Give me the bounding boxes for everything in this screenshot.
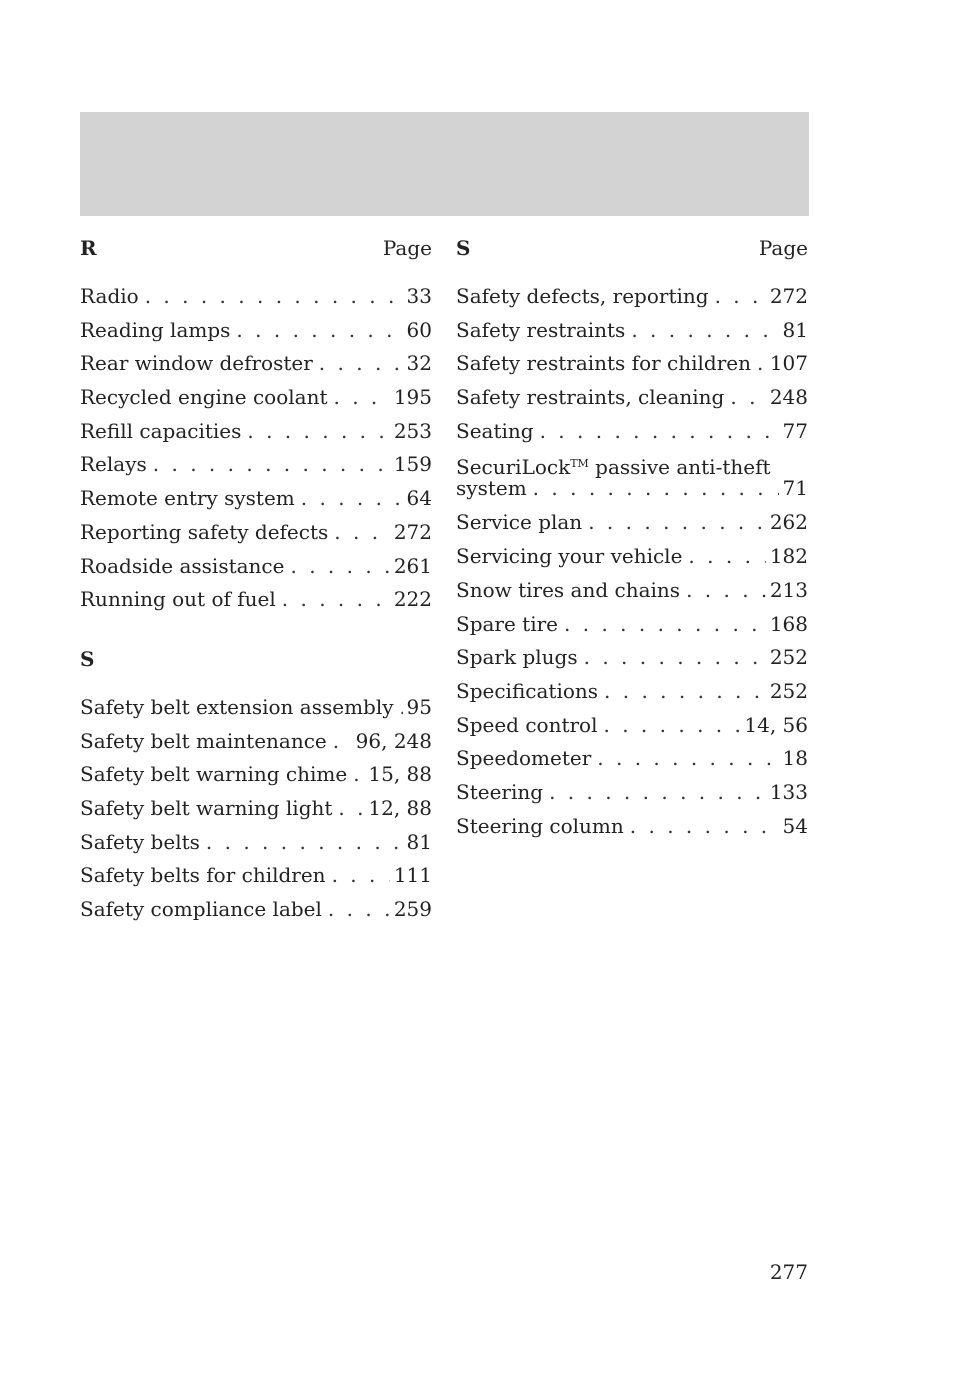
dot-leader	[604, 713, 741, 737]
column-header	[456, 236, 808, 264]
entry-page: 262	[769, 510, 808, 535]
entry-label: Steering	[456, 779, 544, 804]
entry-page: 259	[393, 897, 432, 921]
index-entry	[456, 351, 808, 385]
entry-label: Recycled engine coolant	[80, 385, 328, 410]
dot-leader	[282, 587, 390, 611]
index-entry	[456, 679, 808, 713]
index-entry	[80, 587, 432, 621]
entry-label: Spark plugs	[456, 645, 578, 670]
index-entry	[80, 385, 432, 419]
page-header-label: Page	[382, 236, 432, 260]
section-letter: S	[80, 646, 95, 671]
dot-leader	[353, 762, 364, 786]
index-entry	[80, 486, 432, 520]
dot-leader	[533, 476, 779, 500]
dot-leader	[319, 351, 403, 375]
index-entry	[80, 897, 432, 931]
dot-leader	[338, 796, 364, 820]
dot-leader	[290, 554, 389, 578]
entry-page: 111	[393, 863, 432, 888]
column-header	[80, 236, 432, 264]
entry-page: 107	[769, 351, 808, 376]
page-number: 277	[769, 1260, 808, 1284]
entry-page: 195	[393, 385, 432, 410]
index-entry	[456, 780, 808, 814]
dot-leader	[631, 318, 778, 342]
entry-label: Relays	[80, 452, 147, 477]
dot-leader	[333, 729, 352, 753]
index-entry	[456, 510, 808, 544]
entry-page: 253	[393, 418, 432, 443]
entry-page: 182	[769, 544, 808, 569]
entry-label: passive anti-theft	[588, 455, 771, 480]
entry-label: Safety belt warning light	[80, 795, 333, 820]
entry-page: 252	[769, 678, 808, 703]
entry-label: Radio	[80, 284, 139, 308]
entry-page: 133	[769, 779, 808, 804]
entry-label: Service plan	[456, 510, 583, 535]
entry-label: Specifications	[456, 678, 599, 703]
index-entry	[80, 695, 432, 729]
entry-page: 18	[782, 746, 808, 771]
index-entry	[456, 419, 808, 453]
entry-page: 14, 56	[744, 712, 808, 737]
dot-leader	[206, 830, 403, 854]
index-entry	[80, 830, 432, 864]
entry-label: Safety belts	[80, 829, 200, 854]
entry-label: Spare tire	[456, 611, 559, 636]
index-entry	[80, 729, 432, 763]
index-entry	[80, 284, 432, 318]
dot-leader	[604, 679, 766, 703]
entry-label: Safety restraints, cleaning	[456, 385, 725, 410]
dot-leader	[247, 419, 389, 443]
entry-label: Safety belt maintenance	[80, 728, 327, 753]
entry-page: 33	[406, 284, 432, 308]
entry-label: Safety defects, reporting	[456, 284, 709, 308]
index-entry	[456, 746, 808, 780]
entry-page: 96, 248	[355, 728, 432, 753]
dot-leader	[328, 897, 390, 921]
index-entry	[80, 762, 432, 796]
entry-page: 248	[769, 385, 808, 410]
entry-label: Safety belt extension assembly	[80, 694, 394, 719]
index-entry	[456, 814, 808, 848]
page-header-label: Page	[758, 236, 808, 260]
entry-label: Safety compliance label	[80, 897, 322, 921]
index-entry	[456, 612, 808, 646]
dot-leader	[730, 385, 765, 409]
entry-label: Safety belts for children	[80, 863, 326, 888]
dot-leader	[301, 486, 403, 510]
entry-label: Rear window defroster	[80, 351, 313, 376]
entry-page: 95	[406, 694, 432, 719]
entry-label: Safety restraints for children	[456, 351, 751, 376]
column-header	[80, 647, 432, 675]
entry-page: 168	[769, 611, 808, 636]
entry-label: Servicing your vehicle	[456, 544, 683, 569]
entry-label: Reading lamps	[80, 317, 231, 342]
entry-page: 54	[782, 813, 808, 838]
dot-leader	[540, 419, 779, 443]
dot-leader	[597, 746, 778, 770]
index-entry	[456, 713, 808, 747]
entry-label: Snow tires and chains	[456, 577, 681, 602]
dot-leader	[334, 385, 390, 409]
dot-leader	[564, 612, 766, 636]
dot-leader	[688, 544, 765, 568]
entry-page: 272	[393, 519, 432, 544]
entry-label: Remote entry system	[80, 486, 295, 511]
index-entry	[456, 452, 808, 510]
entry-label: Steering column	[456, 813, 624, 838]
entry-page: 81	[406, 829, 432, 854]
entry-label: Reporting safety defects	[80, 519, 329, 544]
entry-page: 252	[769, 645, 808, 670]
entry-page: 32	[406, 351, 432, 376]
entry-page: 64	[406, 486, 432, 511]
entry-label: Refill capacities	[80, 418, 242, 443]
index-entry	[456, 544, 808, 578]
index-entry	[456, 578, 808, 612]
dot-leader	[588, 510, 766, 534]
entry-page: 71	[782, 476, 808, 501]
entry-page: 60	[406, 317, 432, 342]
index-entry	[80, 452, 432, 486]
entry-page: 272	[769, 284, 808, 308]
entry-label: SecuriLock	[456, 455, 571, 480]
entry-label: Seating	[456, 418, 534, 443]
entry-label: Speedometer	[456, 746, 592, 771]
index-entry	[456, 645, 808, 679]
dot-leader	[334, 520, 390, 544]
dot-leader	[153, 452, 390, 476]
index-entry	[456, 284, 808, 318]
index-entry	[80, 419, 432, 453]
entry-page: 222	[393, 587, 432, 612]
dot-leader	[584, 645, 766, 669]
entry-label: system	[456, 476, 527, 501]
entry-page: 12, 88	[368, 795, 432, 820]
entry-page: 159	[393, 452, 432, 477]
index-entry	[80, 554, 432, 588]
entry-page: 261	[393, 553, 432, 578]
index-entry	[80, 520, 432, 554]
entry-page: 15, 88	[368, 762, 432, 787]
dot-leader	[686, 578, 766, 602]
trademark-mark: TM	[570, 457, 589, 471]
index-entry	[80, 863, 432, 897]
index-entry	[80, 796, 432, 830]
dot-leader	[549, 780, 766, 804]
entry-label: Running out of fuel	[80, 587, 276, 612]
index-entry	[456, 385, 808, 419]
dot-leader	[332, 863, 390, 887]
dot-leader	[757, 351, 766, 375]
entry-label: Safety restraints	[456, 317, 626, 342]
section-letter: R	[80, 236, 97, 260]
entry-label: Speed control	[456, 712, 598, 737]
section-letter: S	[456, 236, 471, 260]
index-entry	[456, 318, 808, 352]
index-entry	[80, 318, 432, 352]
index-entry	[80, 351, 432, 385]
header-banner	[80, 112, 809, 216]
entry-page: 77	[782, 418, 808, 443]
entry-label: Roadside assistance	[80, 553, 285, 578]
entry-label: Safety belt warning chime	[80, 762, 348, 787]
dot-leader	[145, 284, 403, 308]
dot-leader	[630, 814, 779, 838]
dot-leader	[715, 284, 766, 308]
dot-leader	[236, 318, 402, 342]
entry-page: 213	[769, 577, 808, 602]
entry-page: 81	[782, 317, 808, 342]
index-column-left	[80, 236, 432, 931]
index-column-right	[456, 236, 808, 847]
